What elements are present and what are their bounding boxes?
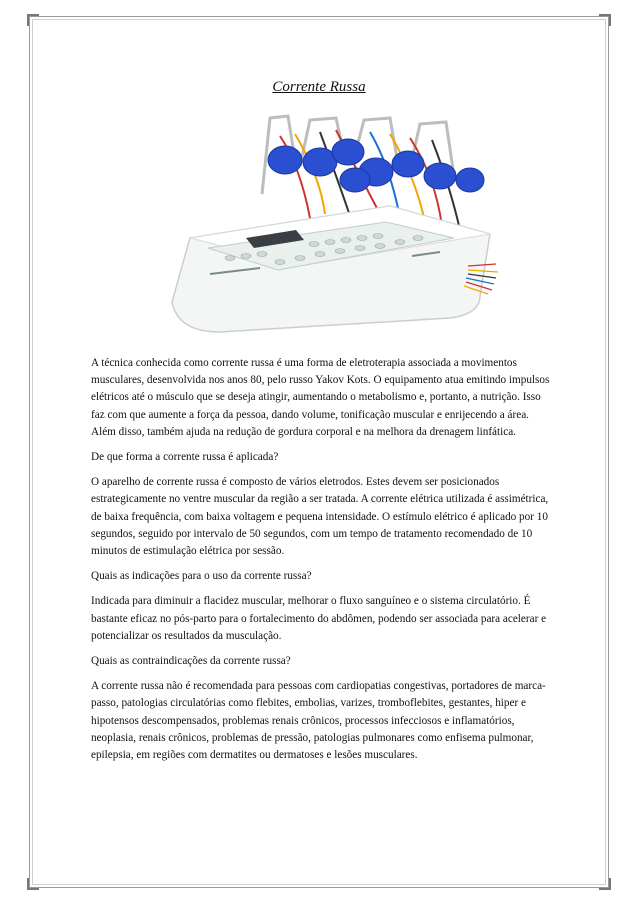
section-heading-indications: Quais as indicações para o uso da corrente russa? bbox=[91, 570, 312, 583]
document-body bbox=[91, 355, 553, 772]
corner-ornament bbox=[599, 14, 611, 26]
corner-ornament bbox=[27, 878, 39, 890]
electrostimulation-device-image bbox=[150, 106, 500, 338]
corner-ornament bbox=[27, 14, 39, 26]
contraindications-paragraph: A corrente russa não é recomendada para pessoas com cardiopatias congestivas, portadores de marca-passo, patologias circulatórias como flebites, embolias, varizes, tromboflebites, gestantes, hiper e hipotensos descompensados, problemas renais crônicos, processos infecciosos e inflamatórios, neoplasia, renais crônicos, problemas de pressão, patologias pulmonares como enfisema pulmonar, epilepsia, em regiões com dermatites ou dermatoses e lesões musculares. bbox=[91, 680, 546, 762]
indications-paragraph: Indicada para diminuir a flacidez muscular, melhorar o fluxo sanguíneo e o sistema circulatório. É bastante eficaz no pós-parto para o fortalecimento do abdômen, podendo ser associada para acelerar e potencializar os resultados da musculação. bbox=[91, 595, 547, 642]
corner-ornament bbox=[599, 878, 611, 890]
intro-paragraph: A técnica conhecida como corrente russa é uma forma de eletroterapia associada a movimentos musculares, desenvolvida nos anos 80, pelo russo Yakov Kots. O equipamento atua emitindo impulsos elétricos até o músculo que se deseja atingir, aumentando o metabolismo e, portanto, a nutrição. Isso faz com que aumente a força da pessoa, dando volume, tonificação muscular e enrijecendo a área. Além disso, também ajuda na redução de gordura corporal e na melhora da drenagem linfática. bbox=[91, 357, 550, 438]
section-heading-contraindications: Quais as contraindicações da corrente russa? bbox=[91, 655, 291, 668]
page-title: Corrente Russa bbox=[272, 79, 366, 95]
application-paragraph: O aparelho de corrente russa é composto de vários eletrodos. Estes devem ser posicionados estrategicamente no ventre muscular da região a ser tratada. A corrente elétrica utilizada é assimétrica, de baixa frequência, com baixa voltagem e pequena intensidade. O estímulo elétrico é aplicado por 10 segundos, seguido por intervalo de 50 segundos, com um tempo de tratamento recomendado de 10 minutos de estimulação elétrica por sessão. bbox=[91, 476, 549, 558]
section-heading-application: De que forma a corrente russa é aplicada? bbox=[91, 451, 279, 464]
device-body bbox=[172, 206, 498, 332]
